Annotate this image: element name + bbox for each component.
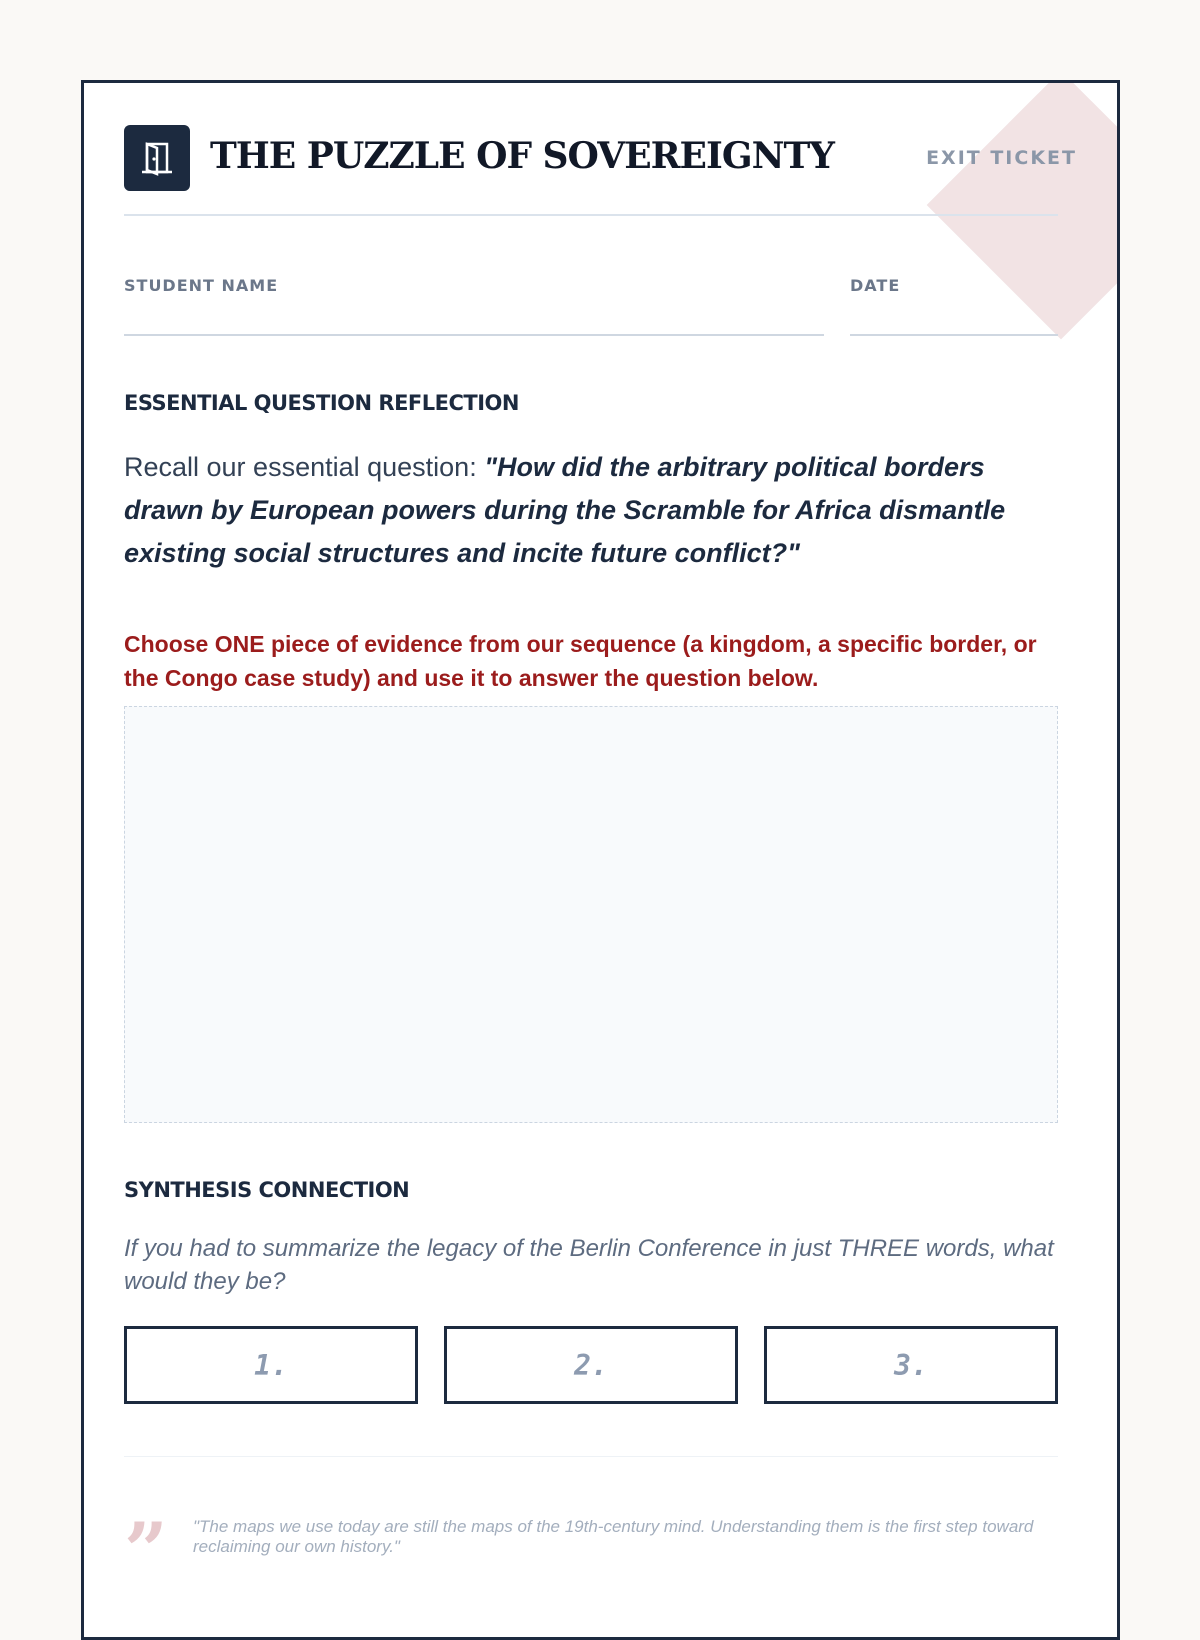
synthesis-heading: SYNTHESIS CONNECTION: [124, 1178, 410, 1202]
word-box-1[interactable]: 1.: [124, 1326, 418, 1404]
header-divider: [124, 214, 1058, 216]
page-title: THE PUZZLE OF SOVEREIGNTY: [210, 135, 834, 177]
quote-icon: ”: [124, 1506, 168, 1595]
word-box-3[interactable]: 3.: [764, 1326, 1058, 1404]
question-lead: Recall our essential question:: [124, 452, 485, 482]
question-text: "How did the arbitrary political borders drawn by European powers during the Scramble for Africa dismantle existing social structures and incite future conflict?": [124, 452, 1006, 568]
corner-decoration: [927, 80, 1120, 339]
door-icon: [124, 125, 190, 191]
footer-divider: [124, 1456, 1058, 1457]
exit-ticket-badge: EXIT TICKET: [926, 147, 1077, 169]
word-box-2[interactable]: 2.: [444, 1326, 738, 1404]
synthesis-prompt: If you had to summarize the legacy of the Berlin Conference in just THREE words, what would they be?: [124, 1235, 1054, 1295]
student-name-label: STUDENT NAME: [124, 276, 279, 295]
exit-ticket-card: [81, 80, 1120, 1640]
essential-question: [124, 446, 1058, 575]
student-name-field[interactable]: [124, 334, 824, 336]
date-field[interactable]: [850, 334, 1058, 336]
date-label: DATE: [850, 276, 901, 295]
reflection-heading: ESSENTIAL QUESTION REFLECTION: [124, 391, 519, 415]
answer-textarea[interactable]: [124, 706, 1058, 1123]
reflection-instruction: Choose ONE piece of evidence from our sequence (a kingdom, a specific border, or the Congo case study) and use it to answer the question below.: [124, 631, 1037, 691]
footer-quote: "The maps we use today are still the maps of the 19th-century mind. Understanding them is the first step toward reclaiming our own history.": [193, 1517, 1034, 1556]
